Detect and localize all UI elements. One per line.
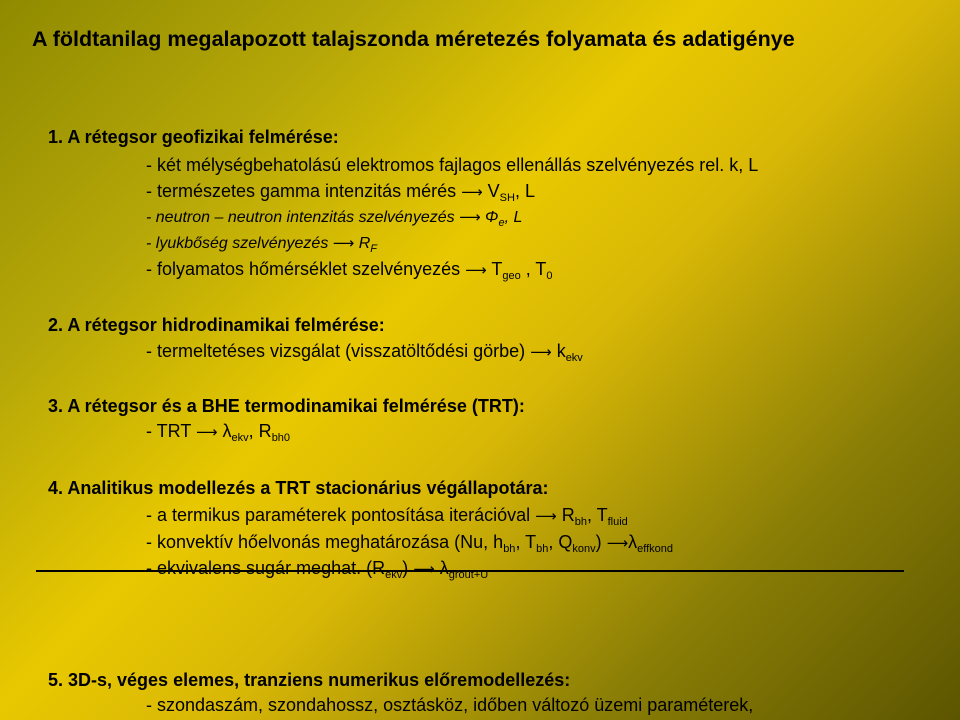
subscript: grout+U xyxy=(448,569,489,581)
line-text: - a termikus paraméterek pontosítása iterációval xyxy=(146,505,536,525)
right-arrow-icon: ⟶ xyxy=(413,560,435,578)
line-tail: , T xyxy=(520,259,547,279)
line-text: - lyukbőség szelvényezés xyxy=(146,235,333,252)
right-arrow-icon: ⟶ xyxy=(530,343,552,361)
section-2-line-1 xyxy=(146,341,583,364)
line-tail: , L xyxy=(514,181,535,201)
line-part: ) xyxy=(402,558,414,578)
line-text: - neutron – neutron intenzitás szelvényezés xyxy=(146,209,460,226)
subscript: konv xyxy=(572,543,596,555)
right-arrow-icon: ⟶ xyxy=(535,507,557,525)
section-4-line-1 xyxy=(146,505,628,528)
symbol: V xyxy=(487,181,500,201)
subscript: e xyxy=(498,217,505,229)
right-arrow-icon: ⟶ xyxy=(196,423,218,441)
symbol: λ xyxy=(439,558,449,578)
subscript: ekv xyxy=(385,569,403,581)
line-part: , T xyxy=(515,532,537,552)
right-arrow-icon: ⟶ xyxy=(465,261,487,279)
symbol: T xyxy=(491,259,503,279)
subscript: ekv xyxy=(565,352,583,364)
section-1-line-1: - két mélységbehatolású elektromos fajlagos ellenállás szelvényezés rel. k, L xyxy=(146,155,759,175)
line-tail: , L xyxy=(504,209,523,226)
line-text: - természetes gamma intenzitás mérés xyxy=(146,181,462,201)
right-arrow-icon: ⟶ xyxy=(332,234,355,252)
line-mid: , R xyxy=(248,421,272,441)
section-3-line-1 xyxy=(146,421,290,444)
line-part: ) xyxy=(595,532,607,552)
symbol: Φ xyxy=(485,209,499,226)
subscript: bh xyxy=(536,543,549,555)
subscript: SH xyxy=(499,192,515,204)
section-3-heading: 3. A rétegsor és a BHE termodinamikai felmérése (TRT): xyxy=(48,396,525,416)
subscript: bh xyxy=(574,516,587,528)
section-1-heading: 1. A rétegsor geofizikai felmérése: xyxy=(48,127,339,147)
subscript: ekv xyxy=(231,432,249,444)
subscript: F xyxy=(370,243,378,255)
section-1-line-5 xyxy=(146,259,553,282)
section-4-heading: 4. Analitikus modellezés a TRT stacionárius végállapotára: xyxy=(48,478,549,498)
slide-title: A földtanilag megalapozott talajszonda méretezés folyamata és adatigénye xyxy=(32,27,795,51)
line-text: - folyamatos hőmérséklet szelvényezés xyxy=(146,259,466,279)
section-4-line-2 xyxy=(146,532,673,555)
section-1-line-4 xyxy=(146,234,377,255)
line-mid: , T xyxy=(586,505,608,525)
symbol: R xyxy=(561,505,575,525)
symbol: R xyxy=(358,235,371,252)
line-text: - termeltetéses vizsgálat (visszatöltődési görbe) xyxy=(146,341,531,361)
section-5-heading: 5. 3D-s, véges elemes, tranziens numerikus előremodellezés: xyxy=(48,670,571,690)
line-text: - TRT xyxy=(146,421,197,441)
section-1-line-2 xyxy=(146,181,535,204)
symbol: λ xyxy=(628,532,638,552)
symbol: k xyxy=(556,341,566,361)
right-arrow-icon: ⟶ xyxy=(606,534,629,552)
section-5-line-1: - szondaszám, szondahossz, osztásköz, időben változó üzemi paraméterek, xyxy=(146,695,754,715)
section-1-line-3 xyxy=(146,208,522,229)
subscript: bh xyxy=(503,543,516,555)
right-arrow-icon: ⟶ xyxy=(459,208,481,226)
section-2-heading: 2. A rétegsor hidrodinamikai felmérése: xyxy=(48,315,385,335)
horizontal-rule xyxy=(36,570,904,572)
subscript: fluid xyxy=(607,516,628,528)
subscript: geo xyxy=(502,270,521,282)
line-part: , Q xyxy=(548,532,573,552)
symbol: λ xyxy=(222,421,232,441)
line-text: - konvektív hőelvonás meghatározása (Nu, h xyxy=(146,532,504,552)
right-arrow-icon: ⟶ xyxy=(461,183,483,201)
subscript: effkond xyxy=(637,543,674,555)
subscript: bh0 xyxy=(271,432,291,444)
subscript: 0 xyxy=(546,270,553,282)
line-text: - ekvivalens sugár meghat. (R xyxy=(146,558,386,578)
